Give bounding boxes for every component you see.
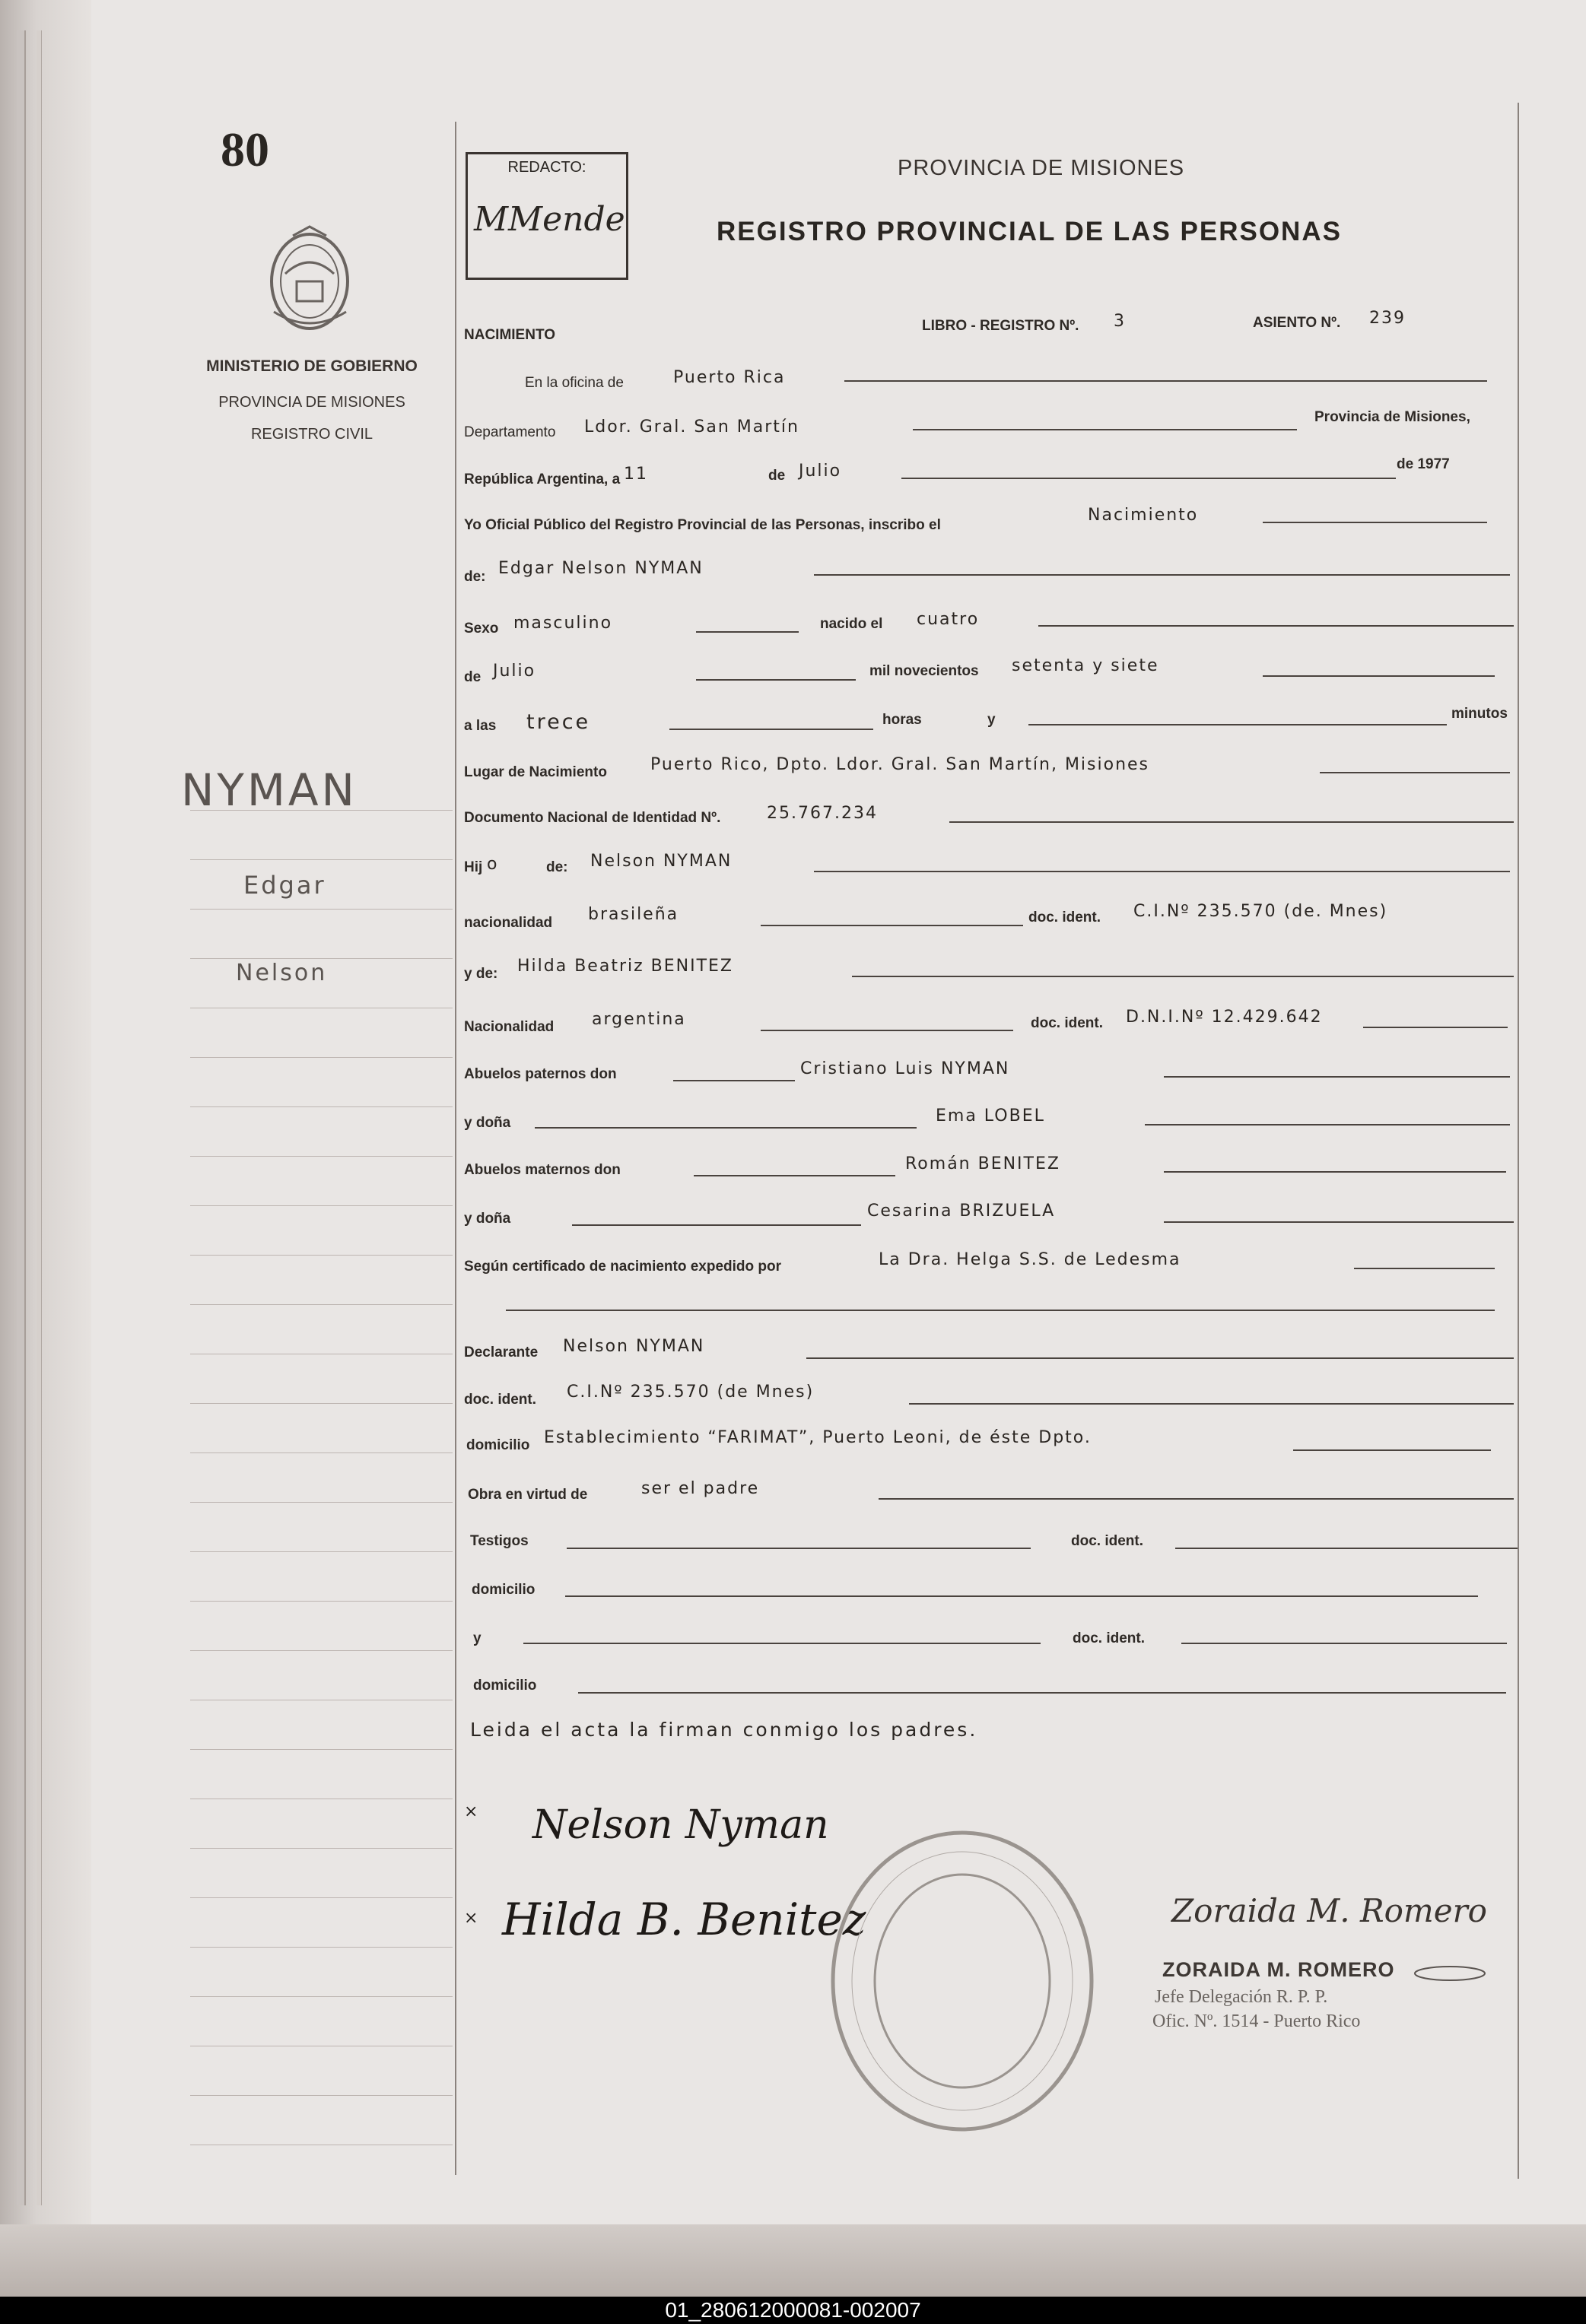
abuelo-mat-line	[1164, 1171, 1506, 1173]
oficial-value: Nacimiento	[1088, 506, 1199, 525]
testigo2-doc-label: doc. ident.	[1073, 1630, 1145, 1646]
sexo-line	[696, 631, 799, 633]
ministry-office: REGISTRO CIVIL	[250, 426, 373, 443]
madre-doc-line	[1363, 1027, 1508, 1028]
certificado-label: Según certificado de nacimiento expedido por	[464, 1259, 782, 1275]
declarante-value: Nelson NYMAN	[563, 1337, 705, 1356]
testigos-line	[567, 1548, 1031, 1549]
padre-value: Nelson NYMAN	[590, 852, 733, 871]
abuelos-pat-label: Abuelos paternos don	[464, 1066, 617, 1082]
testigo1-doc-label: doc. ident.	[1071, 1533, 1143, 1549]
right-border	[1518, 103, 1519, 2179]
obra-value: ser el padre	[641, 1479, 760, 1498]
signature-mark-2: ×	[464, 1909, 478, 1928]
documento-line	[949, 821, 1514, 823]
mes-value: Julio	[799, 462, 842, 481]
padre-line	[814, 871, 1510, 872]
obra-line	[879, 1498, 1514, 1500]
dia-value: 11	[624, 465, 648, 484]
nacionalidad2-value: argentina	[592, 1010, 686, 1029]
footer-id: 01_280612000081-002007	[665, 2298, 921, 2322]
official-role: Jefe Delegación R. P. P.	[1155, 1987, 1328, 2007]
abuela-mat-line	[1164, 1221, 1514, 1223]
abuela-pat-lead	[535, 1127, 917, 1129]
testigo1-domicilio-label: domicilio	[472, 1582, 536, 1598]
declarante-label: Declarante	[464, 1345, 539, 1360]
margin-surname: NYMAN	[181, 764, 358, 816]
coat-of-arms-icon	[262, 221, 358, 335]
obra-label: Obra en virtud de	[468, 1487, 588, 1503]
mes-line	[901, 478, 1396, 479]
domicilio-label: domicilio	[466, 1437, 530, 1453]
persona-value: Edgar Nelson NYMAN	[498, 559, 704, 578]
page-stack-edge-inner	[37, 30, 42, 2205]
sexo-label: Sexo	[464, 621, 499, 637]
lugar-label: Lugar de Nacimiento	[464, 764, 607, 780]
testigos-label: Testigos	[470, 1533, 529, 1549]
mes2-de-label: de	[464, 669, 482, 685]
mes2-line	[696, 679, 856, 681]
certificado-line-2	[506, 1310, 1495, 1311]
redacto-signature: MMende	[474, 200, 625, 239]
signature-padre: Nelson Nyman	[532, 1802, 829, 1848]
abuelo-mat-lead	[694, 1175, 895, 1176]
official-name: ZORAIDA M. ROMERO	[1162, 1958, 1395, 1981]
abuelo-mat-value: Román BENITEZ	[905, 1154, 1060, 1173]
departamento-line	[913, 429, 1297, 430]
abuela-mat-value: Cesarina BRIZUELA	[867, 1202, 1056, 1221]
libro-label: LIBRO - REGISTRO Nº.	[922, 318, 1079, 334]
certificado-value: La Dra. Helga S.S. de Ledesma	[879, 1250, 1181, 1269]
abuelo-pat-value: Cristiano Luis NYMAN	[800, 1059, 1010, 1078]
horas-label: horas	[882, 712, 922, 728]
nacido-line	[1038, 625, 1514, 627]
lugar-value: Puerto Rico, Dpto. Ldor. Gral. San Martín, Misiones	[650, 755, 1150, 774]
column-divider	[455, 122, 456, 2175]
abuela-mat-label: y doña	[464, 1211, 511, 1227]
abuela-pat-label: y doña	[464, 1115, 511, 1131]
madre-line	[852, 976, 1514, 977]
madre-value: Hilda Beatriz BENITEZ	[517, 957, 733, 976]
margin-given-name-1: Edgar	[243, 871, 326, 900]
ministry-title: MINISTERIO DE GOBIERNO	[206, 357, 418, 375]
closing-note: Leida el acta la firman conmigo los padres.	[470, 1719, 978, 1741]
flourish-icon	[1412, 1964, 1488, 1983]
mil-label: mil novecientos	[869, 663, 979, 679]
a-las-label: a las	[464, 718, 497, 734]
departamento-value: Ldor. Gral. San Martín	[584, 417, 799, 437]
persona-line	[814, 574, 1510, 576]
nacionalidad-label: nacionalidad	[464, 915, 553, 931]
ministry-province: PROVINCIA DE MISIONES	[218, 394, 405, 411]
domicilio-value: Establecimiento “FARIMAT”, Puerto Leoni, de éste Dpto.	[544, 1428, 1092, 1447]
departamento-label: Departamento	[464, 424, 556, 440]
republica-label: República Argentina, a	[464, 471, 621, 487]
y-label: y	[987, 712, 996, 728]
padre-doc-value: C.I.Nº 235.570 (de. Mnes)	[1133, 902, 1388, 921]
abuela-mat-lead	[572, 1224, 861, 1226]
libro-value: 3	[1114, 312, 1126, 331]
minutos-label: minutos	[1451, 706, 1508, 722]
binding-edge	[0, 0, 91, 2281]
madre-label: y de:	[464, 966, 498, 982]
declarante-doc-line	[909, 1403, 1514, 1405]
declarante-line	[806, 1357, 1514, 1359]
provincia-label: Provincia de Misiones,	[1314, 409, 1470, 425]
nacionalidad-value: brasileña	[588, 905, 679, 924]
documento-value: 25.767.234	[767, 804, 878, 823]
page-stack-edge	[17, 30, 26, 2205]
padre-label: de:	[546, 859, 568, 875]
header-registry: REGISTRO PROVINCIAL DE LAS PERSONAS	[717, 217, 1342, 246]
testigo2-domicilio-line	[578, 1692, 1506, 1694]
lugar-line	[1320, 772, 1510, 773]
anio-label: de 1977	[1397, 456, 1450, 472]
signature-mark-1: ×	[464, 1802, 478, 1821]
nacido-label: nacido el	[820, 616, 883, 632]
madre-doc-label: doc. ident.	[1031, 1015, 1103, 1031]
hijo-suffix: o	[487, 855, 499, 874]
official-stamp	[825, 1825, 1099, 2137]
signature-oficial: Zoraida M. Romero	[1171, 1892, 1487, 1929]
oficina-label: En la oficina de	[525, 375, 624, 391]
documento-label: Documento Nacional de Identidad Nº.	[464, 810, 721, 826]
padre-doc-label: doc. ident.	[1028, 910, 1101, 925]
redacto-label: REDACTO:	[507, 159, 586, 176]
mes2-value: Julio	[493, 662, 536, 681]
oficial-label: Yo Oficial Público del Registro Provincial de las Personas, inscribo el	[464, 517, 941, 533]
page-bottom-edge	[0, 2224, 1586, 2297]
minutos-line	[1028, 724, 1447, 725]
signature-madre: Hilda B. Benitez	[502, 1894, 866, 1945]
testigo2-doc-line	[1181, 1643, 1507, 1644]
horas-value: trece	[526, 710, 591, 734]
testigo2-domicilio-label: domicilio	[473, 1678, 537, 1694]
abuelo-pat-line	[1164, 1076, 1510, 1078]
persona-label: de:	[464, 569, 486, 585]
sexo-value: masculino	[513, 614, 613, 633]
abuela-pat-line	[1145, 1124, 1510, 1125]
redacto-box	[466, 152, 628, 280]
margin-given-name-2: Nelson	[236, 960, 328, 986]
certificado-line	[1354, 1268, 1495, 1269]
madre-doc-value: D.N.I.Nº 12.429.642	[1126, 1008, 1323, 1027]
abuelos-mat-label: Abuelos maternos don	[464, 1162, 621, 1178]
declarante-doc-value: C.I.Nº 235.570 (de Mnes)	[567, 1383, 815, 1402]
nacido-value: cuatro	[917, 610, 980, 629]
nacionalidad2-line	[761, 1030, 1013, 1031]
abuela-pat-value: Ema LOBEL	[936, 1106, 1045, 1125]
anio2-value: setenta y siete	[1012, 656, 1159, 675]
header-province: PROVINCIA DE MISIONES	[898, 156, 1185, 180]
testigo1-doc-line	[1175, 1548, 1518, 1549]
hijo-label: Hij	[464, 859, 483, 875]
page-number: 80	[221, 122, 269, 176]
anio2-line	[1263, 675, 1495, 677]
testigo2-label: y	[473, 1630, 482, 1646]
oficina-value: Puerto Rica	[673, 368, 786, 387]
testigo1-domicilio-line	[565, 1595, 1478, 1597]
horas-line	[669, 729, 873, 730]
nacionalidad-line	[761, 925, 1023, 926]
oficial-line	[1263, 522, 1487, 523]
domicilio-line	[1293, 1449, 1491, 1451]
official-office: Ofic. Nº. 1514 - Puerto Rico	[1152, 2011, 1361, 2031]
act-type: NACIMIENTO	[464, 327, 555, 343]
abuelo-pat-lead	[673, 1080, 795, 1081]
asiento-value: 239	[1369, 309, 1406, 328]
testigo2-line	[523, 1643, 1041, 1644]
nacionalidad2-label: Nacionalidad	[464, 1019, 555, 1035]
declarante-doc-label: doc. ident.	[464, 1392, 536, 1408]
mes-de-label: de	[768, 468, 786, 484]
oficina-line	[844, 380, 1487, 382]
asiento-label: ASIENTO Nº.	[1253, 315, 1341, 331]
